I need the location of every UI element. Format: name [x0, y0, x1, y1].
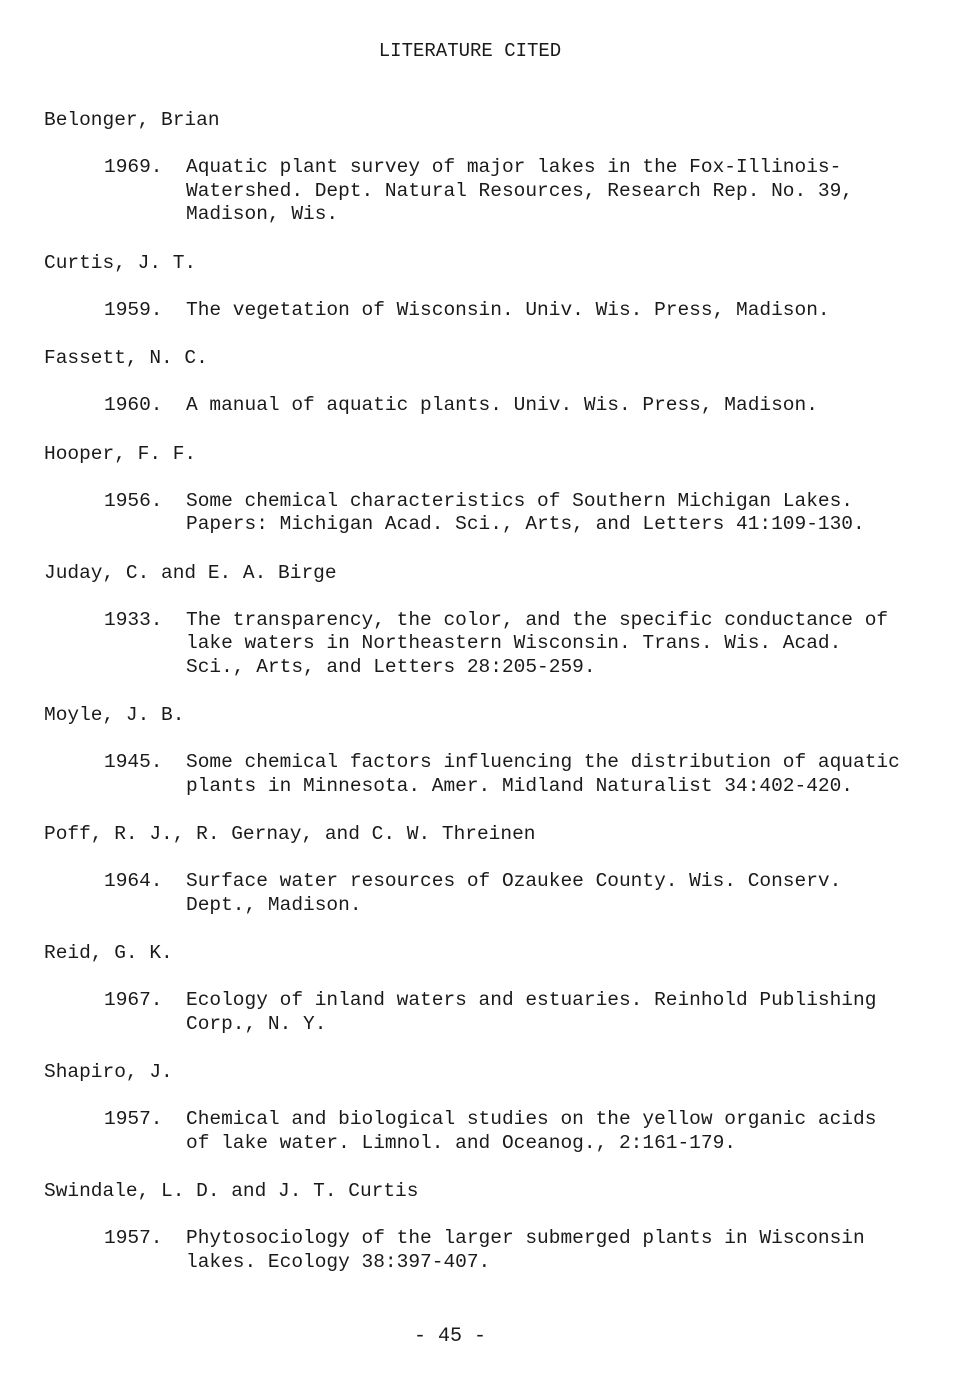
reference-citation: Surface water resources of Ozaukee County. Wis. Conserv. Dept., Madison. — [186, 870, 842, 916]
reference-body — [44, 1108, 924, 1155]
reference-author: Belonger, Brian — [44, 109, 220, 131]
reference-year: 1960. — [104, 394, 163, 416]
reference-year: 1957. — [104, 1108, 163, 1130]
reference-body — [44, 989, 924, 1036]
reference-citation: Some chemical characteristics of Southern Michigan Lakes. Papers: Michigan Acad. Sci., Arts, and Letters 41:109-130. — [186, 489, 865, 535]
reference-citation: Aquatic plant survey of major lakes in the Fox-Illinois- Watershed. Dept. Natural Resources, Research Rep. No. 39, Madison, Wis. — [186, 156, 854, 225]
reference-author: Juday, C. and E. A. Birge — [44, 561, 337, 584]
page-number: - 45 - — [413, 1325, 486, 1348]
reference-list — [44, 108, 924, 1298]
reference-year: 1933. — [104, 608, 163, 631]
reference-body — [44, 751, 924, 798]
reference-year: 1964. — [104, 870, 163, 892]
reference-entry — [44, 1179, 924, 1298]
reference-year: 1959. — [104, 298, 163, 321]
reference-body — [44, 870, 924, 917]
reference-body — [44, 609, 924, 680]
entry-spacer — [44, 1155, 924, 1179]
reference-author: Hooper, F. F. — [44, 442, 197, 465]
reference-entry — [44, 941, 924, 1060]
entry-spacer — [44, 917, 924, 941]
entry-spacer — [44, 1274, 924, 1298]
reference-citation: The vegetation of Wisconsin. Univ. Wis. Press, Madison. — [186, 298, 830, 321]
reference-citation: The transparency, the color, and the specific conductance of lake waters in Northeastern Wisconsin. Trans. Wis. Acad. Sci., Arts, and Letters 28:205-259. — [186, 608, 889, 678]
reference-entry — [44, 822, 924, 941]
reference-citation: Phytosociology of the larger submerged plants in Wisconsin lakes. Ecology 38:397-407. — [186, 1227, 865, 1273]
entry-spacer — [44, 1036, 924, 1060]
entry-spacer — [44, 418, 924, 442]
reference-entry — [44, 703, 924, 822]
reference-body — [44, 394, 924, 418]
reference-entry — [44, 108, 924, 251]
entry-spacer — [44, 322, 924, 346]
reference-citation: A manual of aquatic plants. Univ. Wis. Press, Madison. — [186, 394, 818, 416]
entry-spacer — [44, 679, 924, 703]
reference-author: Fassett, N. C. — [44, 347, 208, 369]
reference-body — [44, 156, 924, 227]
entry-spacer — [44, 227, 924, 251]
reference-entry — [44, 442, 924, 561]
reference-entry — [44, 346, 924, 442]
reference-citation: Some chemical factors influencing the distribution of aquatic plants in Minnesota. Amer. Midland Naturalist 34:402-420. — [186, 751, 900, 797]
reference-author: Swindale, L. D. and J. T. Curtis — [44, 1180, 419, 1202]
reference-body — [44, 490, 924, 537]
reference-body — [44, 299, 924, 323]
reference-citation: Chemical and biological studies on the yellow organic acids of lake water. Limnol. and Oceanog., 2:161-179. — [186, 1108, 877, 1154]
reference-year: 1945. — [104, 751, 163, 773]
reference-entry — [44, 1060, 924, 1179]
reference-year: 1957. — [104, 1227, 163, 1249]
reference-author: Reid, G. K. — [44, 942, 173, 964]
entry-spacer — [44, 798, 924, 822]
reference-entry — [44, 251, 924, 347]
reference-author: Shapiro, J. — [44, 1061, 173, 1083]
reference-body — [44, 1227, 924, 1274]
reference-year: 1969. — [104, 156, 163, 178]
reference-author: Moyle, J. B. — [44, 704, 185, 726]
reference-author: Poff, R. J., R. Gernay, and C. W. Threinen — [44, 823, 536, 845]
reference-year: 1967. — [104, 989, 163, 1011]
reference-author: Curtis, J. T. — [44, 251, 197, 274]
reference-citation: Ecology of inland waters and estuaries. Reinhold Publishing Corp., N. Y. — [186, 989, 877, 1035]
reference-entry — [44, 561, 924, 704]
page-title: LITERATURE CITED — [378, 40, 562, 62]
reference-year: 1956. — [104, 489, 163, 512]
entry-spacer — [44, 537, 924, 561]
